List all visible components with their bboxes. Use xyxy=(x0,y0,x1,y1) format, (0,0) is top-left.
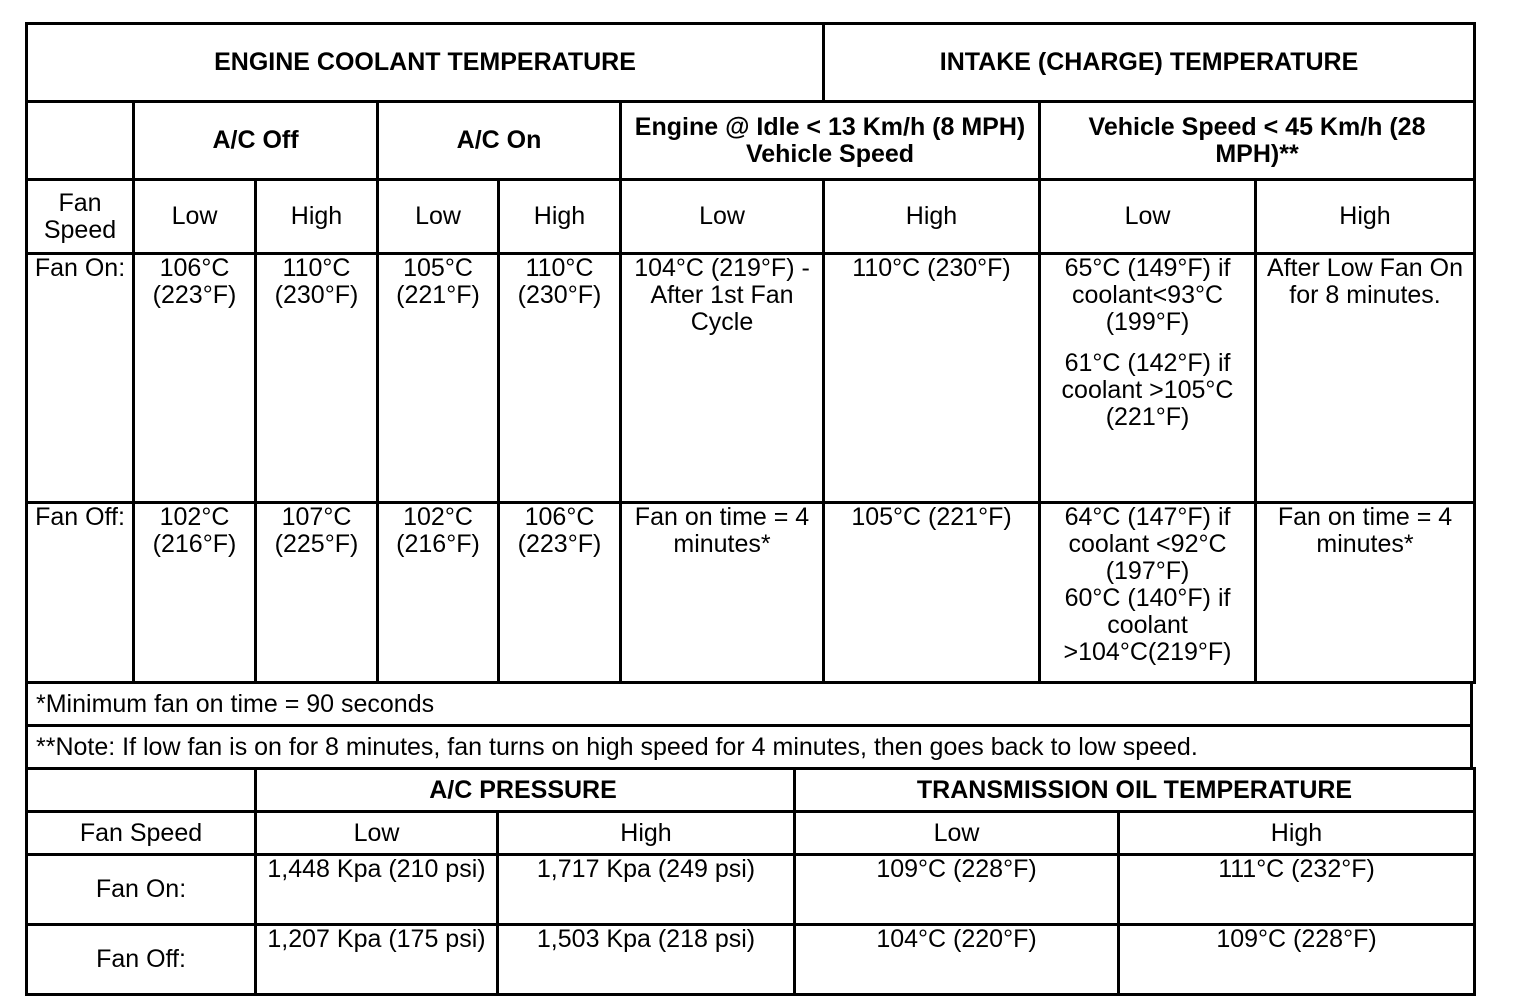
fan-speed-label: Fan Speed xyxy=(27,180,134,254)
speed-row xyxy=(27,180,1475,254)
cell-text-extra: 60°C (140°F) if coolant >104°C(219°F) xyxy=(1063,584,1232,666)
table-cell: 110°C (230°F) xyxy=(499,254,621,503)
cell-text: 64°C (147°F) if coolant <92°C (197°F) xyxy=(1064,503,1231,585)
table-cell: 102°C (216°F) xyxy=(134,503,256,683)
fan-speed-label: Fan Speed xyxy=(27,812,256,855)
table-cell: 1,448 Kpa (210 psi) xyxy=(256,855,498,925)
table-cell xyxy=(1040,503,1256,683)
table-cell: 106°C (223°F) xyxy=(134,254,256,503)
fan-off-row xyxy=(27,503,1475,683)
table-cell: 1,207 Kpa (175 psi) xyxy=(256,925,498,995)
cell-text-extra: 61°C (142°F) if coolant >105°C (221°F) xyxy=(1061,349,1234,431)
speed-header: High xyxy=(1119,812,1475,855)
title-row xyxy=(27,24,1475,102)
table-cell: 107°C (225°F) xyxy=(256,503,378,683)
table-cell: Fan on time = 4 minutes* xyxy=(1256,503,1475,683)
intake-title: INTAKE (CHARGE) TEMPERATURE xyxy=(824,24,1475,102)
engine-coolant-title: ENGINE COOLANT TEMPERATURE xyxy=(27,24,824,102)
speed-header: High xyxy=(1256,180,1475,254)
speed-header: Low xyxy=(795,812,1119,855)
spec-sheet xyxy=(25,22,1473,990)
group-vehicle-speed: Vehicle Speed < 45 Km/h (28 MPH)** xyxy=(1040,102,1475,180)
table-cell: Fan on time = 4 minutes* xyxy=(621,503,824,683)
pressure-fan-on-row xyxy=(27,855,1475,925)
table-cell: 105°C (221°F) xyxy=(378,254,499,503)
table-cell: 102°C (216°F) xyxy=(378,503,499,683)
pressure-title-row xyxy=(27,769,1475,812)
speed-header: Low xyxy=(1040,180,1256,254)
fan-on-row xyxy=(27,254,1475,503)
notes-table xyxy=(25,681,1473,770)
table-cell: 111°C (232°F) xyxy=(1119,855,1475,925)
speed-header: High xyxy=(256,180,378,254)
table-cell: 109°C (228°F) xyxy=(1119,925,1475,995)
group-ac-on: A/C On xyxy=(378,102,621,180)
table-cell: 1,503 Kpa (218 psi) xyxy=(498,925,795,995)
speed-header: High xyxy=(499,180,621,254)
speed-header: Low xyxy=(134,180,256,254)
row-label: Fan On: xyxy=(27,855,256,925)
table-cell: 104°C (220°F) xyxy=(795,925,1119,995)
pressure-speed-row xyxy=(27,812,1475,855)
table-cell: 105°C (221°F) xyxy=(824,503,1040,683)
note-low-fan: **Note: If low fan is on for 8 minutes, fan turns on high speed for 4 minutes, then goes back to low speed. xyxy=(27,726,1472,769)
cell-text: 65°C (149°F) if coolant<93°C (199°F) xyxy=(1064,254,1231,336)
group-row xyxy=(27,102,1475,180)
row-label: Fan Off: xyxy=(27,925,256,995)
coolant-table xyxy=(25,22,1476,684)
table-cell xyxy=(1040,254,1256,503)
speed-header: Low xyxy=(621,180,824,254)
row-label: Fan On: xyxy=(27,254,134,503)
table-cell: 104°C (219°F) - After 1st Fan Cycle xyxy=(621,254,824,503)
table-cell: 106°C (223°F) xyxy=(499,503,621,683)
note-minimum-fan-time: *Minimum fan on time = 90 seconds xyxy=(27,683,1472,726)
group-ac-off: A/C Off xyxy=(134,102,378,180)
table-cell: After Low Fan On for 8 minutes. xyxy=(1256,254,1475,503)
ac-pressure-title: A/C PRESSURE xyxy=(256,769,795,812)
transmission-oil-title: TRANSMISSION OIL TEMPERATURE xyxy=(795,769,1475,812)
row-label: Fan Off: xyxy=(27,503,134,683)
pressure-fan-off-row xyxy=(27,925,1475,995)
speed-header: High xyxy=(498,812,795,855)
empty-corner xyxy=(27,102,134,180)
table-cell: 109°C (228°F) xyxy=(795,855,1119,925)
table-cell: 110°C (230°F) xyxy=(824,254,1040,503)
speed-header: High xyxy=(824,180,1040,254)
empty-corner xyxy=(27,769,256,812)
speed-header: Low xyxy=(256,812,498,855)
table-cell: 110°C (230°F) xyxy=(256,254,378,503)
table-cell: 1,717 Kpa (249 psi) xyxy=(498,855,795,925)
speed-header: Low xyxy=(378,180,499,254)
pressure-table xyxy=(25,767,1476,996)
group-engine-idle: Engine @ Idle < 13 Km/h (8 MPH) Vehicle Speed xyxy=(621,102,1040,180)
